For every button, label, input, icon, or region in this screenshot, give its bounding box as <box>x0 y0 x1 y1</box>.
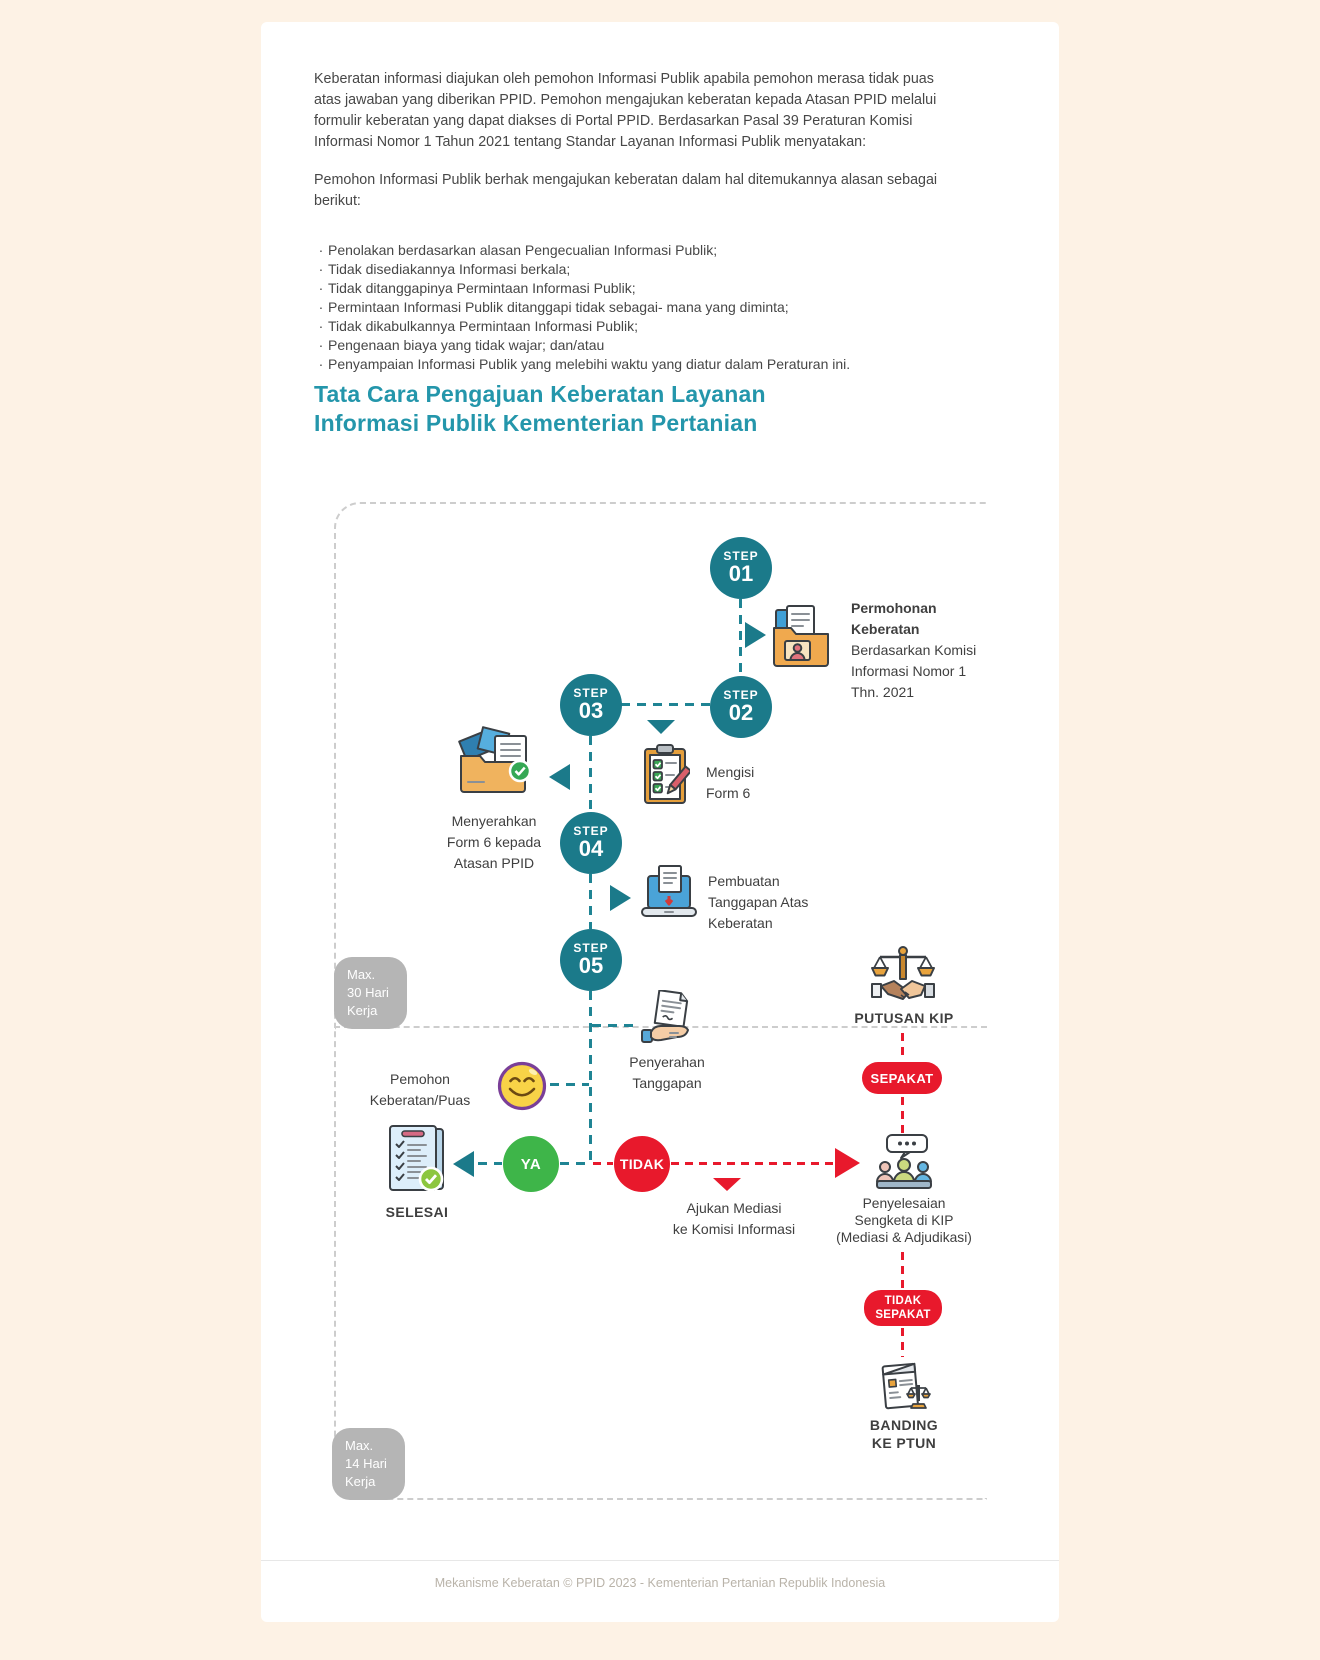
penyelesaian-line2: Sengketa di KIP <box>854 1213 954 1228</box>
arrow-left-icon <box>453 1151 474 1177</box>
pembuatan-line3: Keberatan <box>708 915 773 931</box>
connector-step4-step5 <box>589 874 592 929</box>
permohonan-desc: Berdasarkan Komisi <box>851 642 977 658</box>
intro-paragraph-2: Pemohon Informasi Publik berhak mengajukan keberatan dalam hal ditemukannya alasan sebagai berikut: <box>314 172 938 209</box>
penyerahan-line1: Penyerahan <box>629 1054 705 1070</box>
mengisi-label <box>706 762 754 804</box>
list-item <box>314 336 962 355</box>
list-item <box>314 241 962 260</box>
connector-penyerahan <box>592 1024 638 1027</box>
mengisi-line1: Mengisi <box>706 764 755 780</box>
step-02-badge <box>710 676 772 738</box>
intro-section <box>314 69 962 374</box>
step-word: STEP <box>573 824 609 839</box>
reason-list <box>314 241 962 374</box>
step-number: 04 <box>578 836 604 862</box>
list-item <box>314 317 962 336</box>
putusan-kip-label: PUTUSAN KIP <box>854 1010 954 1026</box>
badge14-line3: Kerja <box>345 1474 376 1489</box>
penyelesaian-line1: Penyelesaian <box>862 1196 946 1211</box>
connector-putusan-sepakat <box>901 1033 904 1060</box>
banding-line1: BANDING <box>869 1417 939 1433</box>
ajukan-line1: Ajukan Mediasi <box>686 1200 782 1216</box>
arrow-right-red-icon <box>835 1148 860 1178</box>
bullet-icon: · <box>318 337 324 353</box>
connector-sepakat-penyelesaian <box>901 1097 904 1133</box>
badge30-line3: Kerja <box>347 1003 378 1018</box>
list-item-text: Tidak ditanggapinya Permintaan Informasi Publik; <box>328 280 636 296</box>
arrow-right-icon <box>745 622 766 648</box>
list-item-text: Penolakan berdasarkan alasan Pengecualian Informasi Publik; <box>328 242 718 258</box>
ajukan-mediasi-label <box>659 1198 809 1240</box>
badge14-line2: 14 Hari <box>345 1456 387 1471</box>
pemohon-line1: Pemohon <box>390 1071 450 1087</box>
page-title <box>314 380 766 438</box>
bullet-icon: · <box>318 280 324 296</box>
checklist-done-icon <box>385 1124 449 1201</box>
list-item-text: Penyampaian Informasi Publik yang melebihi waktu yang diatur dalam Peraturan ini. <box>328 356 851 372</box>
menyerahkan-line2: Form 6 kepada <box>446 834 542 850</box>
permohonan-desc2: Informasi Nomor 1 <box>851 663 967 679</box>
list-item <box>314 279 962 298</box>
legal-document-scales-icon <box>876 1357 932 1418</box>
tidak-sepakat-line1: TIDAK <box>884 1294 922 1307</box>
penyelesaian-label <box>814 1195 994 1246</box>
arrow-down-red-icon <box>713 1178 741 1191</box>
connector-penyelesaian-tidaksepakat <box>901 1252 904 1288</box>
arrow-right-icon <box>610 885 631 911</box>
smiley-face-icon <box>496 1060 548 1117</box>
scales-handshake-icon <box>870 946 936 1011</box>
duration-badge-30-days <box>334 957 407 1029</box>
menyerahkan-line3: Atasan PPID <box>453 855 535 871</box>
folder-documents-icon <box>772 603 830 674</box>
pembuatan-line2: Tanggapan Atas <box>708 894 809 910</box>
step-01-badge <box>710 537 772 599</box>
sepakat-badge <box>862 1062 942 1094</box>
decision-ya <box>503 1136 559 1192</box>
folder-submit-icon <box>454 726 538 811</box>
step-word: STEP <box>723 549 759 564</box>
bullet-icon: · <box>318 299 324 315</box>
permohonan-title2: Keberatan <box>851 621 920 637</box>
tidak-sepakat-badge <box>864 1290 942 1326</box>
step-05-badge <box>560 929 622 991</box>
list-item <box>314 355 962 374</box>
bullet-icon: · <box>318 318 324 334</box>
pemohon-line2: Keberatan/Puas <box>369 1092 471 1108</box>
badge30-line1: Max. <box>347 967 376 982</box>
pemohon-label <box>349 1069 491 1111</box>
list-item <box>314 298 962 317</box>
flowchart <box>261 480 1059 1520</box>
connector-step1-step2 <box>739 599 742 676</box>
page-title-line1: Tata Cara Pengajuan Keberatan Layanan <box>314 381 766 407</box>
connector-arrow-ya <box>478 1162 502 1165</box>
connector-pemohon <box>550 1083 589 1086</box>
penyerahan-line2: Tanggapan <box>632 1075 702 1091</box>
step-number: 02 <box>728 700 754 726</box>
connector-ya-junction <box>560 1162 588 1165</box>
connector-step5-decision <box>589 991 592 1162</box>
step-03-badge <box>560 674 622 736</box>
hand-document-icon <box>640 990 696 1053</box>
ajukan-line2: ke Komisi Informasi <box>672 1221 796 1237</box>
sepakat-label: SEPAKAT <box>870 1070 934 1086</box>
step-word: STEP <box>573 941 609 956</box>
connector-step3-step4 <box>589 736 592 812</box>
penyelesaian-line3: (Mediasi & Adjudikasi) <box>836 1230 972 1245</box>
badge30-line2: 30 Hari <box>347 985 389 1000</box>
pembuatan-label <box>708 871 808 934</box>
tidak-label: TIDAK <box>619 1156 665 1172</box>
menyerahkan-line1: Menyerahkan <box>451 813 537 829</box>
bullet-icon: · <box>318 242 324 258</box>
connector-step3-step2 <box>621 703 710 706</box>
footer-divider <box>261 1560 1059 1561</box>
pembuatan-line1: Pembuatan <box>708 873 780 889</box>
clipboard-form-icon <box>640 743 690 812</box>
permohonan-desc3: Thn. 2021 <box>851 684 915 700</box>
page-title-line2: Informasi Publik Kementerian Pertanian <box>314 410 758 436</box>
duration-badge-14-days <box>332 1428 405 1500</box>
badge14-line1: Max. <box>345 1438 374 1453</box>
intro-paragraph-1: Keberatan informasi diajukan oleh pemohon Informasi Publik apabila pemohon merasa tidak puas atas jawaban yang diberikan PPID. Pemohon mengajukan keberatan kepada Atasan PPID melalui formulir keberatan yang dapat diakses di Portal PPID. Berdasarkan Pasal 39 Peraturan Komisi Informasi Nomor 1 Tahun 2021 tentang Standar Layanan Informasi Publik menyatakan: <box>314 71 937 150</box>
permohonan-label <box>851 598 976 703</box>
penyerahan-label <box>617 1052 717 1094</box>
laptop-document-icon <box>640 864 698 927</box>
list-item-text: Tidak disediakannya Informasi berkala; <box>328 261 571 277</box>
banding-line2: KE PTUN <box>871 1435 937 1451</box>
decision-tidak <box>614 1136 670 1192</box>
step-number: 05 <box>578 953 604 979</box>
list-item-text: Permintaan Informasi Publik ditanggapi tidak sebagai- mana yang diminta; <box>328 299 789 315</box>
permohonan-title: Permohonan <box>851 600 937 616</box>
connector-junction-tidak <box>593 1162 613 1165</box>
list-item-text: Tidak dikabulkannya Permintaan Informasi Publik; <box>328 318 638 334</box>
step-word: STEP <box>573 686 609 701</box>
mediation-meeting-icon <box>875 1133 933 1196</box>
list-item <box>314 260 962 279</box>
page-card <box>261 22 1059 1622</box>
arrow-left-icon <box>549 764 570 790</box>
step-number: 01 <box>728 561 754 587</box>
list-item-text: Pengenaan biaya yang tidak wajar; dan/atau <box>328 337 605 353</box>
banding-label <box>834 1416 974 1452</box>
ya-label: YA <box>520 1155 542 1173</box>
connector-tidaksepakat-banding <box>901 1328 904 1357</box>
bullet-icon: · <box>318 261 324 277</box>
footer-text: Mekanisme Keberatan © PPID 2023 - Kementerian Pertanian Republik Indonesia <box>434 1576 886 1590</box>
bullet-icon: · <box>318 356 324 372</box>
connector-tidak-mediasi <box>671 1162 834 1165</box>
arrow-down-icon <box>647 720 675 734</box>
step-word: STEP <box>723 688 759 703</box>
selesai-label: SELESAI <box>385 1204 449 1220</box>
tidak-sepakat-line2: SEPAKAT <box>875 1309 931 1321</box>
step-number: 03 <box>578 698 604 724</box>
menyerahkan-label <box>414 811 574 874</box>
mengisi-line2: Form 6 <box>706 785 751 801</box>
